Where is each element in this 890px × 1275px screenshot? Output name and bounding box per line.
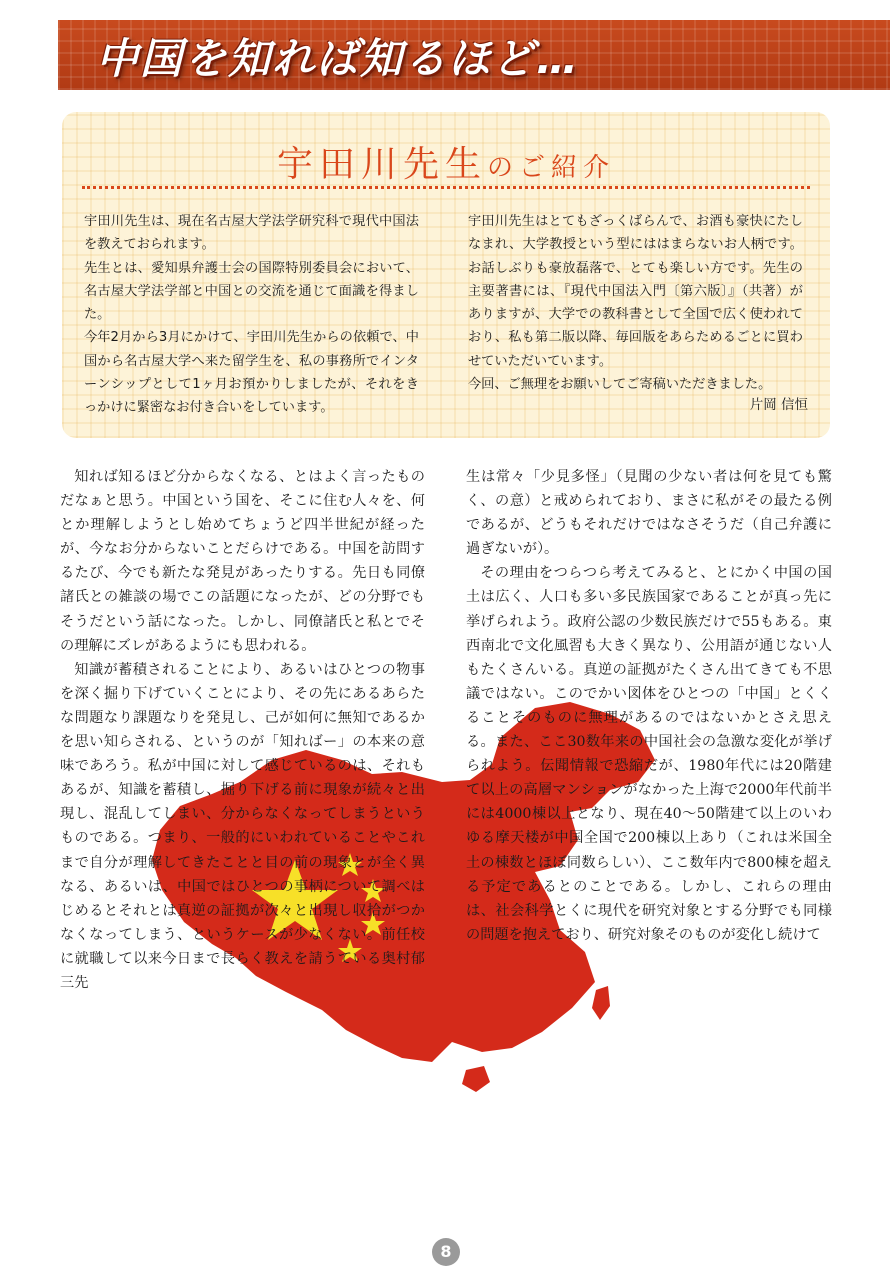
signature: 片岡 信恒 bbox=[749, 397, 808, 413]
intro-paragraph: 宇田川先生は、現在名古屋大学法学研究科で現代中国法を教えておられます。 bbox=[84, 214, 419, 253]
article-paragraph: 知れば知るほど分からなくなる、とはよく言ったものだなぁと思う。中国という国を、そこに住む人々を、何とか理解しようとし始めてちょうど四半世紀が経ったが、今なお分からないことだらけである。中国を訪問するたび、今でも新たな発見があったりする。先日も同僚諸氏との雑談の場でこの話題になったが、どの分野でもそうだという話になった。しかし、同僚諸氏と私とでその理解にズレがあるようにも思われる。 bbox=[60, 469, 425, 654]
article-paragraph: 生は常々「少見多怪」（見聞の少ない者は何を見ても驚く、の意）と戒められており、まさに私がその最たる例であるが、どうもそれだけではなさそうだ（自己弁護に過ぎないが）。 bbox=[466, 469, 832, 558]
intro-column-left bbox=[84, 210, 419, 420]
article-column-right bbox=[466, 465, 832, 947]
article-paragraph: その理由をつらつら考えてみると、とにかく中国の国土は広く、人口も多い多民族国家であることが真っ先に挙げられよう。政府公認の少数民族だけで55もある。東西南北で文化風習も大きく異なり、公用語が通じない人もたくさんいる。真逆の証拠がたくさん出てきても不思議ではない。このでかい図体をひとつの「中国」とくくることそのものに無理があるのではないかとさえ思える。また、ここ30数年来の中国社会の急激な変化が挙げられよう。伝聞情報で恐縮だが、1980年代には20階建て以上の高層マンションがなかった上海で2000年代前半には4000棟以上となり、現在40〜50階建て以上のいわゆる摩天楼が中国全国で200棟以上あり（これは米国全土の棟数とほぼ同数らしい）、ここ数年内で800棟を超える予定であるとのことである。しかし、これらの理由は、社会科学とくに現代を研究対象とする分野でも同様の問題を抱えており、研究対象そのものが変化し続けて bbox=[466, 565, 832, 943]
intro-box bbox=[62, 112, 830, 438]
intro-title bbox=[62, 136, 830, 187]
hainan-island-shape bbox=[462, 1066, 490, 1092]
intro-paragraph: 宇田川先生はとてもざっくばらんで、お酒も豪快にたしなまれ、大学教授という型にははまらないお人柄です。お話しぶりも豪放磊落で、とても楽しい方です。先生の主要著書には、『現代中国法入門〔第六版〕』（共著）がありますが、大学での教科書として全国で広く使われており、私も第二版以降、毎回版をあらためるごとに買わせていただいています。 bbox=[468, 214, 803, 369]
intro-paragraph: 先生とは、愛知県弁護士会の国際特別委員会において、名古屋大学法学部と中国との交流を通じて面識を得ました。 bbox=[84, 260, 419, 323]
article-paragraph: 知識が蓄積されることにより、あるいはひとつの物事を深く掘り下げていくことにより、その先にあるあらたな問題なり課題なりを発見し、己が如何に無知であるかを思い知らされる、というのが「知ればー」の本来の意味であろう。私が中国に対して感じているのは、それもあるが、知識を蓄積し、掘り下げる前に現象が続々と出現し、混乱してしまい、分からなくなってしまうというものである。つまり、一般的にいわれていることやこれまで自分が理解してきたことと目の前の現象とが全く異なる、あるいは、中国ではひとつの事柄について調べはじめるとそれとは真逆の証拠が次々と出現し収拾がつかなくなってしまう、というケースが少なくない。前任校に就職して以来今日まで長らく教えを請うている奥村郁三先 bbox=[60, 661, 425, 991]
intro-column-right bbox=[468, 210, 803, 396]
header-banner bbox=[58, 20, 890, 90]
intro-paragraph: 今年2月から3月にかけて、宇田川先生からの依頼で、中国から名古屋大学へ来た留学生を、私の事務所でインターンシップとして1ヶ月お預かりしましたが、それをきっかけに緊密なお付き合いをしています。 bbox=[84, 330, 419, 416]
taiwan-island-shape bbox=[592, 986, 610, 1020]
intro-title-suffix: のご紹介 bbox=[487, 153, 616, 183]
article-column-left bbox=[60, 465, 425, 995]
intro-divider bbox=[82, 186, 810, 189]
banner-title: 中国を知れば知るほど… bbox=[96, 34, 581, 83]
intro-title-main: 宇田川先生 bbox=[276, 144, 487, 185]
intro-paragraph: 今回、ご無理をお願いしてご寄稿いただきました。 bbox=[468, 377, 772, 393]
page-number: 8 bbox=[432, 1238, 460, 1266]
